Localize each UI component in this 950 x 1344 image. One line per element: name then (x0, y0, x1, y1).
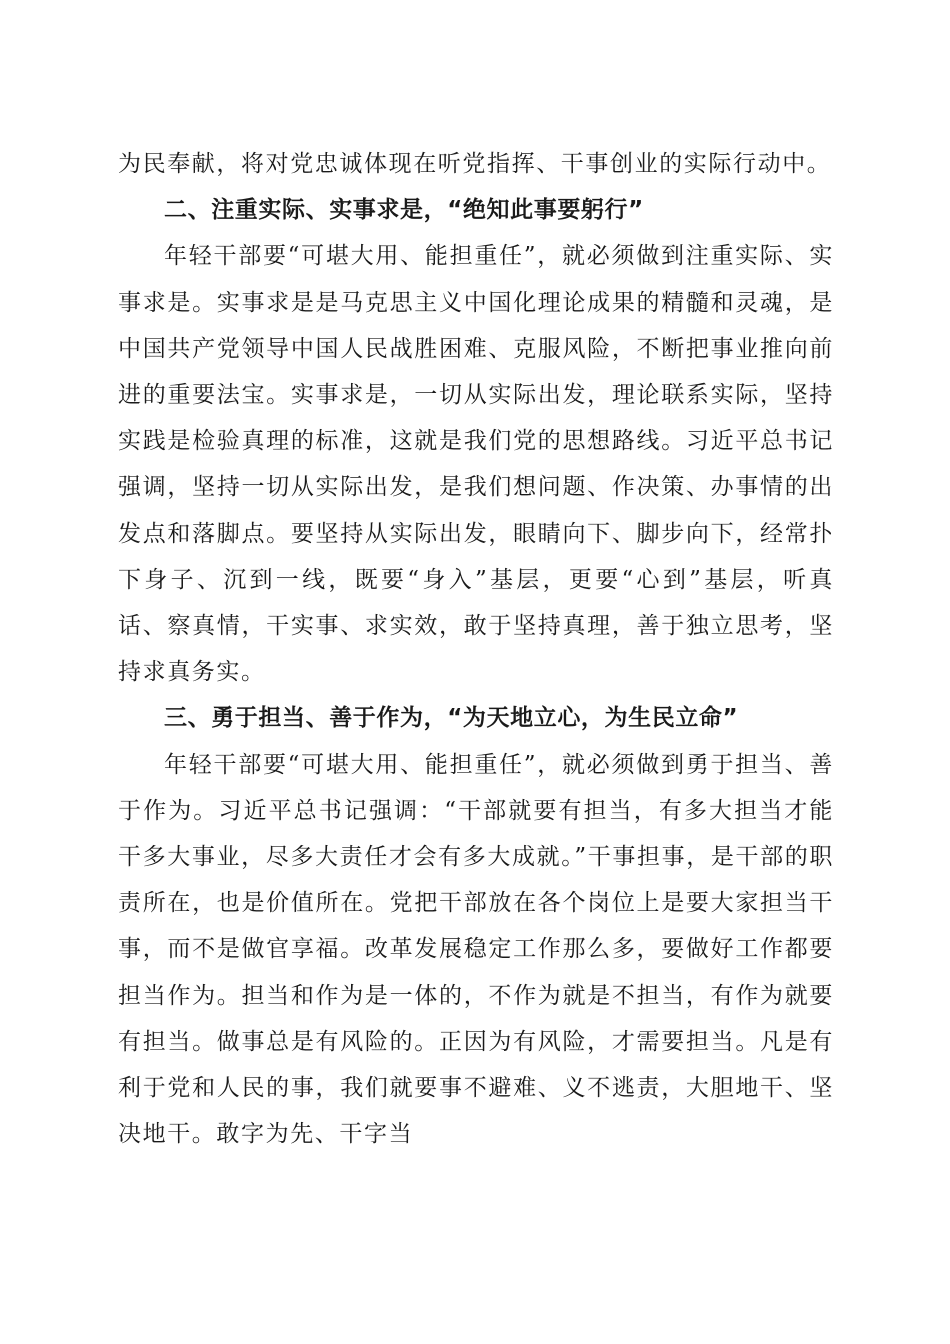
continuation-paragraph: 为民奉献，将对党忠诚体现在听党指挥、干事创业的实际行动中。 (118, 151, 832, 177)
section-heading-three: 三、勇于担当、善于作为，“为天地立心，为生民立命” (164, 705, 739, 732)
section-heading-two: 二、注重实际、实事求是，“绝知此事要躬行” (164, 197, 644, 224)
body-paragraph-responsibility: 年轻干部要“可堪大用、能担重任”，就必须做到勇于担当、善于作为。习近平总书记强调：“干部就要有担当，有多大担当才能干多大事业，尽多大责任才会有多大成就。”干事担事，是干部的职责所在，也是价值所在。党把干部放在各个岗位上是要大家担当干事，而不是做官享福。改革发展稳定工作那么多，要做好工作都要担当作为。担当和作为是一体的，不作为就是不担当，有作为就要有担当。做事总是有风险的。正因为有风险，才需要担当。凡是有利于党和人民的事，我们就要事不避难、义不逃责，大胆地干、坚决地干。敢字为先、干字当 (118, 751, 834, 1148)
body-paragraph-practical: 年轻干部要“可堪大用、能担重任”，就必须做到注重实际、实事求是。实事求是是马克思主义中国化理论成果的精髓和灵魂，是中国共产党领导中国人民战胜困难、克服风险，不断把事业推向前进的重要法宝。实事求是，一切从实际出发，理论联系实际，坚持实践是检验真理的标准，这就是我们党的思想路线。习近平总书记强调，坚持一切从实际出发，是我们想问题、作决策、办事情的出发点和落脚点。要坚持从实际出发，眼睛向下、脚步向下，经常扑下身子、沉到一线，既要“身入”基层，更要“心到”基层，听真话、察真情，干实事、求实效，敢于坚持真理，善于独立思考，坚持求真务实。 (118, 243, 834, 686)
document-page (118, 141, 834, 1157)
